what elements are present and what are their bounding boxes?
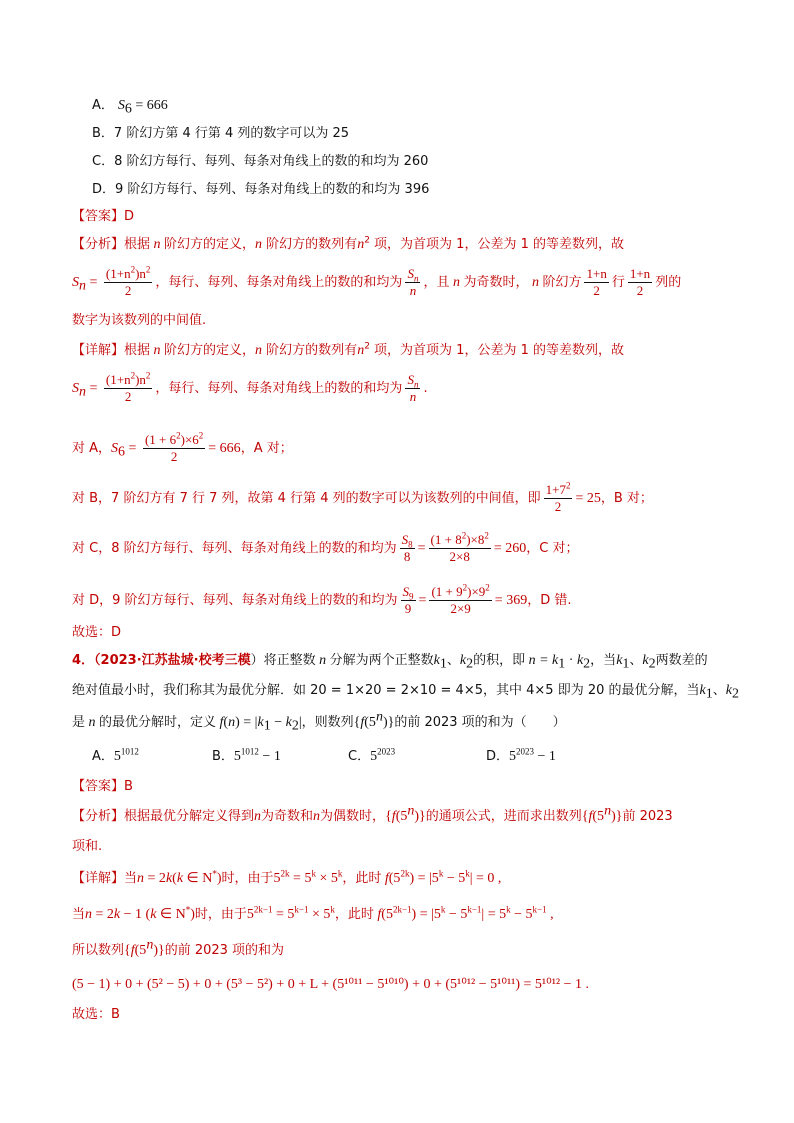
detail-1-line-1: 【详解】根据 n 阶幻方的定义，n 阶幻方的数列有$n^2$ 项，为首项为 1，公差为 1 的等差数列，故 <box>72 341 624 358</box>
choose-1: 故选：D <box>72 625 122 640</box>
check-b: 对 B，7 阶幻方有 7 行 7 列，故第 4 行第 4 列的数字可以为该数列的中间值，即 $\frac{1+7^2}{2}$ = 25，B 对； <box>72 480 653 514</box>
q4-option-b: B．$5^{1012} - 1$ <box>212 746 281 764</box>
check-c: 对 C，8 阶幻方每行、每列、每条对角线上的数的和均为 $\frac{S_8}{8}$ = $\frac{(1 + 8^2)\times 8^2}{2\times 8}$ = 260，C 对； <box>72 530 579 564</box>
q4-line-1: 4．（2023·江苏盐城·校考三模）将正整数 n 分解为两个正整数$k_1$、$k_2$的积，即 $n = k_1 \cdot k_2$，当$k_1$、$k_2$两数差的 <box>72 653 708 672</box>
detail-2-sum: (5 − 1) + 0 + (5² − 5) + 0 + (5³ − 5²) + 0 + L + (5¹⁰¹¹ − 5¹⁰¹⁰) + 0 + (5¹⁰¹² − 5¹⁰¹¹) = 5¹⁰¹² − 1 . <box>72 977 590 992</box>
detail-2-line-1: 【详解】当n = 2k(k ∈ N*)时，由于$5^{2k} = 5^k \times 5^k$，此时 $f(5^{2k}) = |5^k - 5^k| = 0$ , <box>72 868 502 886</box>
analysis-1-line-3: 数字为该数列的中间值. <box>72 313 207 328</box>
check-d: 对 D，9 阶幻方每行、每列、每条对角线上的数的和均为 $\frac{S_9}{9}$ = $\frac{(1 + 9^2)\times 9^2}{2\times 9}$ = 369，D 错. <box>72 582 572 616</box>
answer-1: 【答案】D <box>72 209 135 224</box>
choose-2: 故选：B <box>72 1007 120 1022</box>
check-a: 对 A，$S_6$ = $\frac{(1 + 6^2)\times 6^2}{2}$ = 666，A 对； <box>72 430 293 464</box>
q4-option-d: D．$5^{2023} - 1$ <box>486 746 556 764</box>
detail-2-line-3: 所以数列{f(5$^n$)}的前 2023 项的和为 <box>72 937 285 958</box>
q4-option-a: A．$5^{1012}$ <box>92 746 139 764</box>
q4-option-c: C．$5^{2023}$ <box>348 746 396 764</box>
option-b: B．7 阶幻方第 4 行第 4 列的数字可以为 25 <box>92 126 350 141</box>
q4-line-3: 是 n 的最优分解时，定义 $f(n) = |k_1 - k_2|$，则数列{f(5$^n$)}的前 2023 项的和为（ ） <box>72 709 566 734</box>
detail-2-line-2: 当n = 2k − 1 (k ∈ N*)时，由于$5^{2k-1} = 5^{k-1} \times 5^k$，此时 $f(5^{2k-1}) = |5^k - 5^{k-1}| = 5^k - 5^{k-1}$ , <box>72 904 554 922</box>
option-a: A． $S_6 = 666$ <box>92 98 168 117</box>
analysis-2-line-1: 【分析】根据最优分解定义得到n为奇数和n为偶数时，{f(5$^n$)}的通项公式，进而求出数列{f(5$^n$)}前 2023 <box>72 803 673 824</box>
option-c: C．8 阶幻方每行、每列、每条对角线上的数的和均为 260 <box>92 154 429 169</box>
analysis-1-line-1: 【分析】根据 n 阶幻方的定义，n 阶幻方的数列有$n^2$ 项，为首项为 1，公差为 1 的等差数列，故 <box>72 235 624 252</box>
option-d: D．9 阶幻方每行、每列、每条对角线上的数的和均为 396 <box>92 182 430 197</box>
detail-1-line-2: $S_n$ = $\frac{(1+n^2)n^2}{2}$ ，每行、每列、每条对角线上的数的和均为 $\frac{S_n}{n}$ . <box>72 370 428 404</box>
analysis-1-line-2: $S_n$ = $\frac{(1+n^2)n^2}{2}$ ，每行、每列、每条对角线上的数的和均为 $\frac{S_n}{n}$ ，且 n 为奇数时， n 阶幻方 $\frac{1+n}{2}$ 行 $\frac{1+n}{2}$ 列的 <box>72 264 682 298</box>
q4-line-2: 绝对值最小时，我们称其为最优分解．如 20 = 1×20 = 2×10 = 4×5，其中 4×5 即为 20 的最优分解，当$k_1$、$k_2$ <box>72 683 739 702</box>
analysis-2-line-2: 项和. <box>72 839 103 854</box>
answer-2: 【答案】B <box>72 779 133 794</box>
